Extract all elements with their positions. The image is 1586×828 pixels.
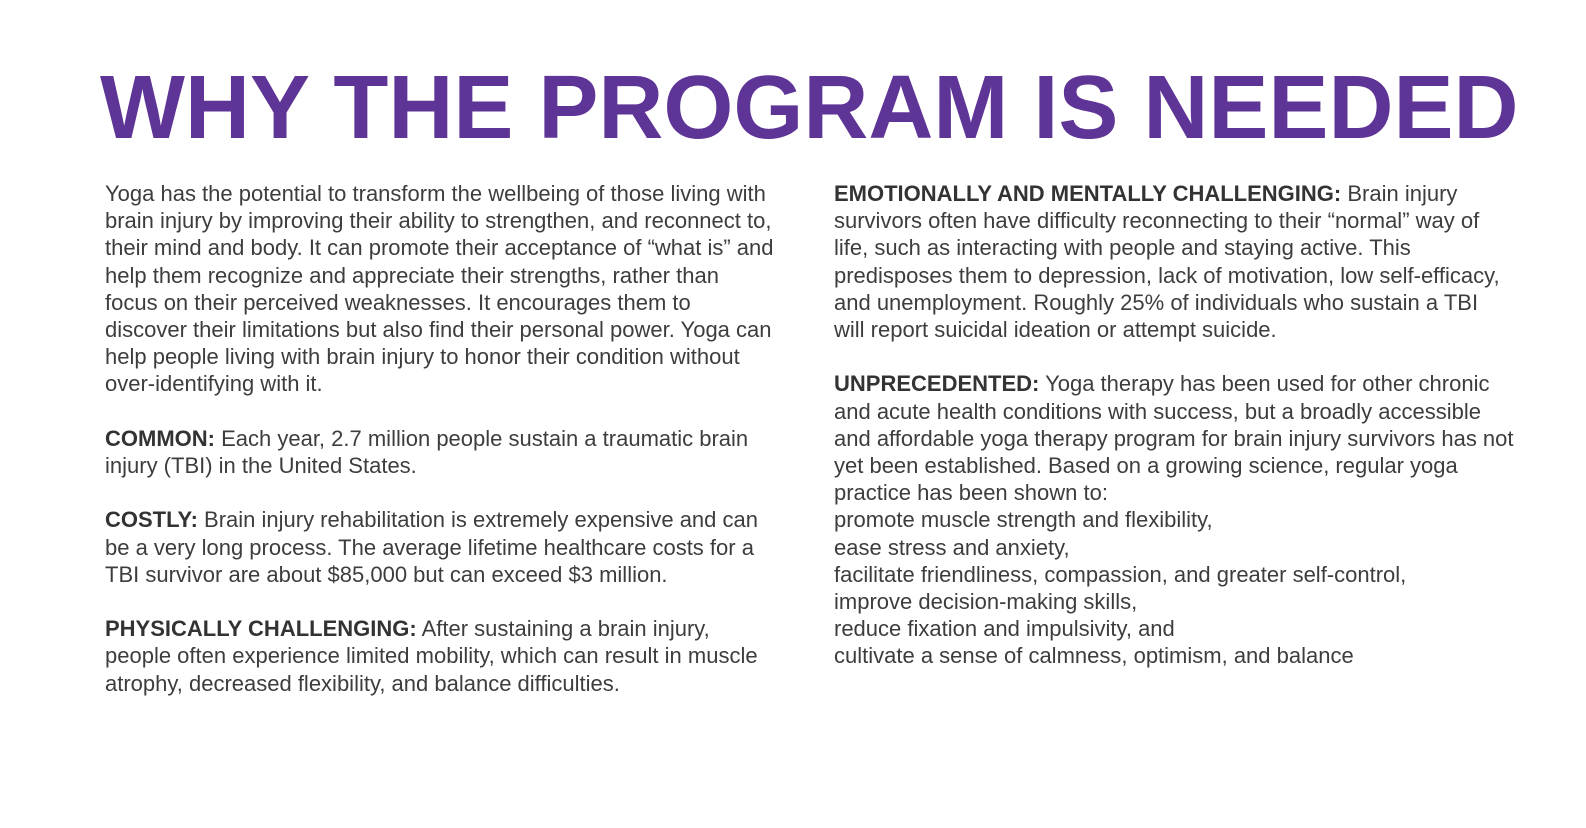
unprecedented-paragraph — [834, 370, 1514, 669]
left-column — [105, 180, 777, 724]
physically-paragraph — [105, 615, 777, 697]
common-heading: COMMON: — [105, 425, 215, 451]
costly-text: Brain injury rehabilitation is extremely expensive and can be a very long process. The average lifetime healthcare costs for a TBI survivor are about $85,000 but can exceed $3 million. — [105, 507, 758, 587]
common-text: Each year, 2.7 million people sustain a traumatic brain injury (TBI) in the United States. — [105, 425, 749, 479]
emotionally-text: Brain injury survivors often have difficulty reconnecting to their “normal” way of life, such as interacting with people and staying active. This predisposes them to depression, lack of motivation, low self-efficacy, and unemployment. Roughly 25% of individuals who sustain a TBI will report suicidal ideation or attempt suicide. — [834, 181, 1500, 343]
benefit-item: ease stress and anxiety, — [834, 534, 1070, 560]
physically-text: After sustaining a brain injury, people often experience limited mobility, which can result in muscle atrophy, decreased flexibility, and balance difficulties. — [105, 616, 758, 696]
right-column — [834, 180, 1514, 697]
benefit-item: promote muscle strength and flexibility, — [834, 507, 1213, 533]
common-paragraph — [105, 425, 777, 479]
benefit-item: improve decision-making skills, — [834, 589, 1138, 615]
costly-heading: COSTLY: — [105, 507, 198, 533]
unprecedented-heading: UNPRECEDENTED: — [834, 371, 1040, 397]
intro-paragraph: Yoga has the potential to transform the wellbeing of those living with brain injury by improving their ability to strengthen, and reconnect to, their mind and body. It can promote their acceptance of “what is” and help them recognize and appreciate their strengths, rather than focus on their perceived weaknesses. It encourages them to discover their limitations but also find their personal power. Yoga can help people living with brain injury to honor their condition without over-identifying with it. — [105, 181, 774, 397]
costly-paragraph — [105, 506, 777, 588]
page-title: WHY THE PROGRAM IS NEEDED — [100, 58, 1519, 158]
physically-heading: PHYSICALLY CHALLENGING: — [105, 616, 417, 642]
benefit-item: facilitate friendliness, compassion, and greater self-control, — [834, 561, 1407, 587]
unprecedented-text: Yoga therapy has been used for other chronic and acute health conditions with success, but a broadly accessible and affordable yoga therapy program for brain injury survivors has not yet been established. Based on a growing science, regular yoga practice has been shown to: — [834, 371, 1514, 506]
emotionally-heading: EMOTIONALLY AND MENTALLY CHALLENGING: — [834, 181, 1342, 206]
benefit-item: cultivate a sense of calmness, optimism, and balance — [834, 643, 1354, 669]
benefit-item: reduce fixation and impulsivity, and — [834, 616, 1175, 642]
emotionally-paragraph — [834, 180, 1514, 343]
